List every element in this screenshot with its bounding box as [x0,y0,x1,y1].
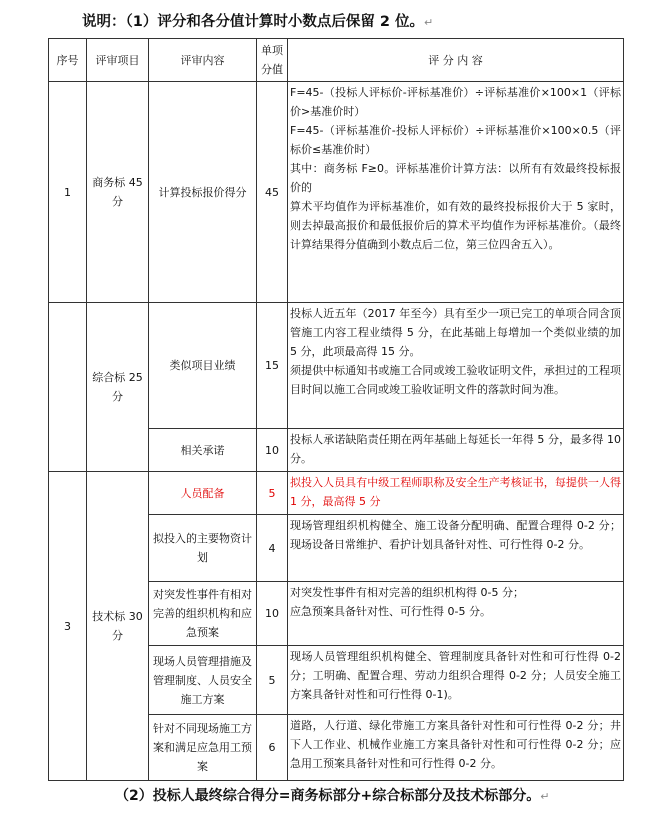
row-content: 拟投入的主要物资计划 [149,515,257,582]
row-detail: 投标人近五年（2017 年至今）具有至少一项已完工的单项合同含顶管施工内容工程业绩得 5 分，在此基础上每增加一个类似业绩的加 5 分，此项最高得 15 分。 须提供中标通知书或施工合同或竣工验收证明文件，承担过的工程项目时间以施工合同或竣工验收证明文件的落款时间为准。 [288,303,624,429]
row-detail: 对突发性事件有相对完善的组织机构得 0-5 分； 应急预案具备针对性、可行性得 0-5 分。 [288,582,624,646]
row-score: 10 [257,429,288,472]
note-bottom: （2）投标人最终综合得分=商务标部分+综合标部分及技术标部分。↵ [115,788,550,804]
header-index: 序号 [49,39,87,82]
row-content: 类似项目业绩 [149,303,257,429]
group-item: 商务标 45 分 [87,82,149,303]
row-score: 5 [257,646,288,715]
row-content: 对突发性事件有相对完善的组织机构和应急预案 [149,582,257,646]
row-score: 15 [257,303,288,429]
row-content: 针对不同现场施工方案和满足应急用工预案 [149,715,257,781]
group-index: 3 [49,472,87,781]
row-detail: 拟投入人员具有中级工程师职称及安全生产考核证书，每提供一人得 1 分，最高得 5 分 [288,472,624,515]
row-detail: 现场人员管理组织机构健全、管理制度具备针对性和可行性得 0-2 分；工明确、配置合理、劳动力组织合理得 0-2 分；人员安全施工方案具备针对性和可行性得 0-1)。 [288,646,624,715]
table-row [49,472,624,515]
table-row [49,303,624,429]
header-detail: 评 分 内 容 [288,39,624,82]
header-item: 评审项目 [87,39,149,82]
table-row [49,82,624,303]
group-index [49,303,87,472]
group-item: 技术标 30 分 [87,472,149,781]
header-content: 评审内容 [149,39,257,82]
table-header-row [49,39,624,82]
row-content: 人员配备 [149,472,257,515]
row-score: 45 [257,82,288,303]
note-top: 说明：（1）评分和各分值计算时小数点后保留 2 位。↵ [82,14,434,30]
row-score: 6 [257,715,288,781]
scoring-table [48,38,624,781]
header-score: 单项分值 [257,39,288,82]
row-content: 计算投标报价得分 [149,82,257,303]
row-score: 4 [257,515,288,582]
row-content: 相关承诺 [149,429,257,472]
row-content: 现场人员管理措施及管理制度、人员安全施工方案 [149,646,257,715]
row-detail: 道路，人行道、绿化带施工方案具备针对性和可行性得 0-2 分；井下人工作业、机械作业施工方案具备针对性和可行性得 0-2 分；应急用工预案具备针对性和可行性得 0-2 分。 [288,715,624,781]
row-detail: 现场管理组织机构健全、施工设备分配明确、配置合理得 0-2 分；现场设备日常维护、看护计划具备针对性、可行性得 0-2 分。 [288,515,624,582]
group-item: 综合标 25 分 [87,303,149,472]
row-detail: 投标人承诺缺陷责任期在两年基础上每延长一年得 5 分，最多得 10 分。 [288,429,624,472]
row-score: 5 [257,472,288,515]
group-index: 1 [49,82,87,303]
row-detail: F=45-（投标人评标价-评标基准价）÷评标基准价×100×1（评标价>基准价时） F=45-（评标基准价-投标人评标价）÷评标基准价×100×0.5（评标价≤基准价时） 其中：商务标 F≥0。评标基准价计算方法：以所有有效最终投标报价的 算术平均值作为评标基准价，如有效的最终投标报价大于 5 家时，则去掉最高报价和最低报价后的算术平均值作为评标基准价。（最终计算结果得分值确到小数点后二位，第三位四舍五入）。 [288,82,624,303]
row-score: 10 [257,582,288,646]
